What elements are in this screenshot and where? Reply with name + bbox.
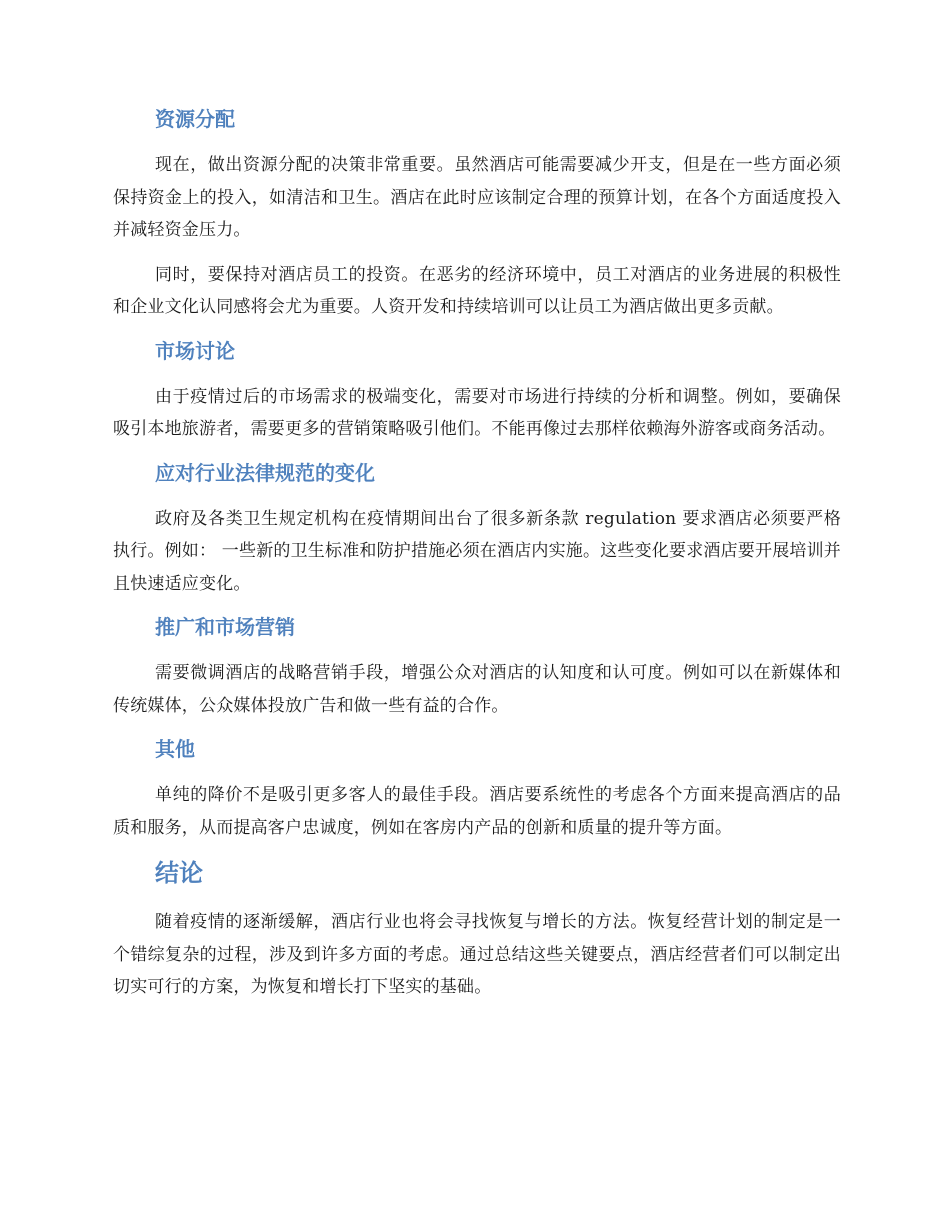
conclusion-heading: 结论 bbox=[155, 859, 203, 887]
section-resource-allocation bbox=[113, 104, 841, 324]
section-promotion-marketing bbox=[113, 612, 841, 722]
section-other bbox=[113, 734, 841, 844]
paragraph: 政府及各类卫生规定机构在疫情期间出台了很多新条款 regulation 要求酒店必须要严格执行。例如： 一些新的卫生标准和防护措施必须在酒店内实施。这些变化要求酒店要开展培训并且快速适应变化。 bbox=[113, 508, 842, 594]
paragraph: 由于疫情过后的市场需求的极端变化，需要对市场进行持续的分析和调整。例如，要确保吸引本地旅游者，需要更多的营销策略吸引他们。不能再像过去那样依赖海外游客或商务活动。 bbox=[113, 386, 841, 439]
section-heading: 推广和市场营销 bbox=[155, 615, 295, 639]
section-heading: 应对行业法律规范的变化 bbox=[155, 460, 375, 485]
paragraph: 单纯的降价不是吸引更多客人的最佳手段。酒店要系统性的考虑各个方面来提高酒店的品质和服务，从而提高客户忠诚度，例如在客房内产品的创新和质量的提升等方面。 bbox=[113, 785, 841, 838]
paragraph: 随着疫情的逐渐缓解，酒店行业也将会寻找恢复与增长的方法。恢复经营计划的制定是一个错综复杂的过程，涉及到许多方面的考虑。通过总结这些关键要点，酒店经营者们可以制定出切实可行的方案，为恢复和增长打下坚实的基础。 bbox=[113, 912, 841, 997]
section-conclusion bbox=[113, 856, 841, 1004]
section-heading: 资源分配 bbox=[155, 107, 235, 131]
section-heading: 市场讨论 bbox=[155, 338, 235, 363]
section-market-discussion bbox=[113, 336, 841, 446]
paragraph: 同时，要保持对酒店员工的投资。在恶劣的经济环境中，员工对酒店的业务进展的积极性和企业文化认同感将会尤为重要。人资开发和持续培训可以让员工为酒店做出更多贡献。 bbox=[113, 264, 841, 317]
paragraph: 需要微调酒店的战略营销手段，增强公众对酒店的认知度和认可度。例如可以在新媒体和传统媒体，公众媒体投放广告和做一些有益的合作。 bbox=[113, 663, 841, 716]
document-page bbox=[113, 104, 841, 1016]
section-regulation-changes bbox=[113, 458, 841, 601]
section-heading: 其他 bbox=[155, 737, 195, 761]
paragraph: 现在，做出资源分配的决策非常重要。虽然酒店可能需要减少开支，但是在一些方面必须保持资金上的投入，如清洁和卫生。酒店在此时应该制定合理的预算计划，在各个方面适度投入并减轻资金压力。 bbox=[113, 155, 841, 240]
